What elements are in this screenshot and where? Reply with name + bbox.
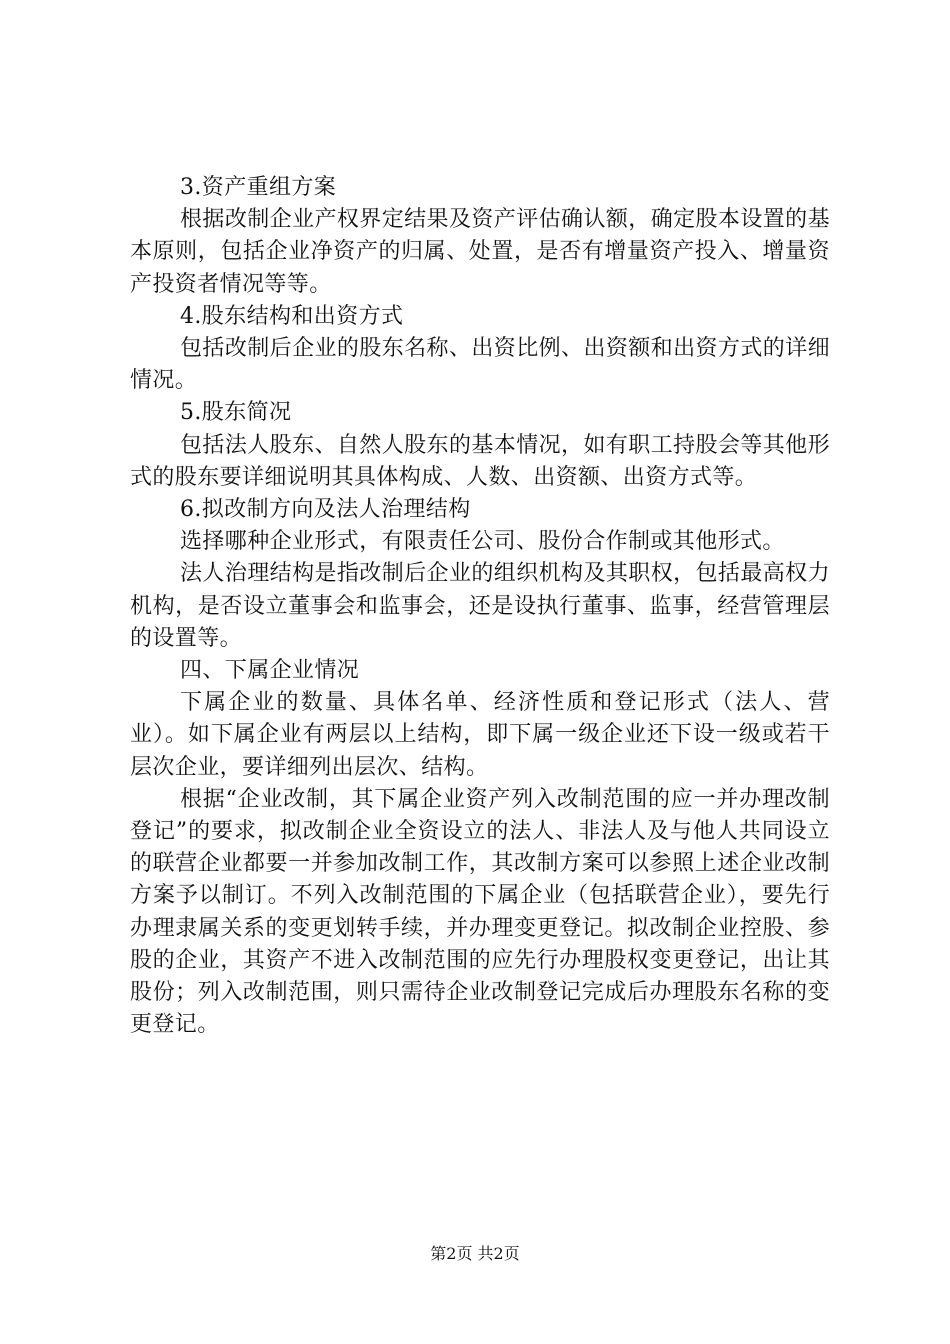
paragraph-enterprise-form: 选择哪种企业形式，有限责任公司、股份合作制或其他形式。 bbox=[180, 529, 785, 555]
paragraph-shareholder-structure: 包括改制后企业的股东名称、出资比例、出资额和出资方式的详细情况。 bbox=[130, 336, 830, 394]
paragraph-subsidiary-registration: 根据“企业改制，其下属企业资产列入改制范围的应一并办理改制登记”的要求，拟改制企业全资设立的法人、非法人及与他人共同设立的联营企业都要一并参加改制工作，其改制方案可以参照上述企业改制方案予以制订。不列入改制范围的下属企业（包括联营企业），要先行办理隶属关系的变更划转手续，并办理变更登记。拟改制企业控股、参股的企业，其资产不进入改制范围的应先行办理股权变更登记，出让其股份；列入改制范围，则只需待企业改制登记完成后办理股东名称的变更登记。 bbox=[130, 786, 830, 1038]
heading-shareholder-overview: 5.股东简况 bbox=[180, 400, 292, 426]
heading-subsidiaries: 四、下属企业情况 bbox=[180, 658, 360, 684]
heading-asset-restructuring: 3.资产重组方案 bbox=[180, 175, 337, 200]
heading-restructuring-direction: 6.拟改制方向及法人治理结构 bbox=[180, 497, 471, 523]
paragraph-subsidiaries: 下属企业的数量、具体名单、经济性质和登记形式（法人、营业）。如下属企业有两层以上结构，即下属一级企业还下设一级或若干层次企业，要详细列出层次、结构。 bbox=[130, 690, 830, 780]
page-footer: 第2页 共2页 bbox=[430, 1244, 520, 1263]
paragraph-asset-restructuring: 根据改制企业产权界定结果及资产评估确认额，确定股本设置的基本原则，包括企业净资产的归属、处置，是否有增量资产投入、增量资产投资者情况等等。 bbox=[130, 207, 830, 297]
paragraph-governance-structure: 法人治理结构是指改制后企业的组织机构及其职权，包括最高权力机构，是否设立董事会和监事会，还是设执行董事、监事，经营管理层的设置等。 bbox=[130, 561, 830, 651]
heading-shareholder-structure: 4.股东结构和出资方式 bbox=[180, 303, 404, 329]
paragraph-shareholder-overview: 包括法人股东、自然人股东的基本情况，如有职工持股会等其他形式的股东要详细说明其具体构成、人数、出资额、出资方式等。 bbox=[130, 432, 830, 490]
document-body bbox=[130, 172, 830, 1041]
